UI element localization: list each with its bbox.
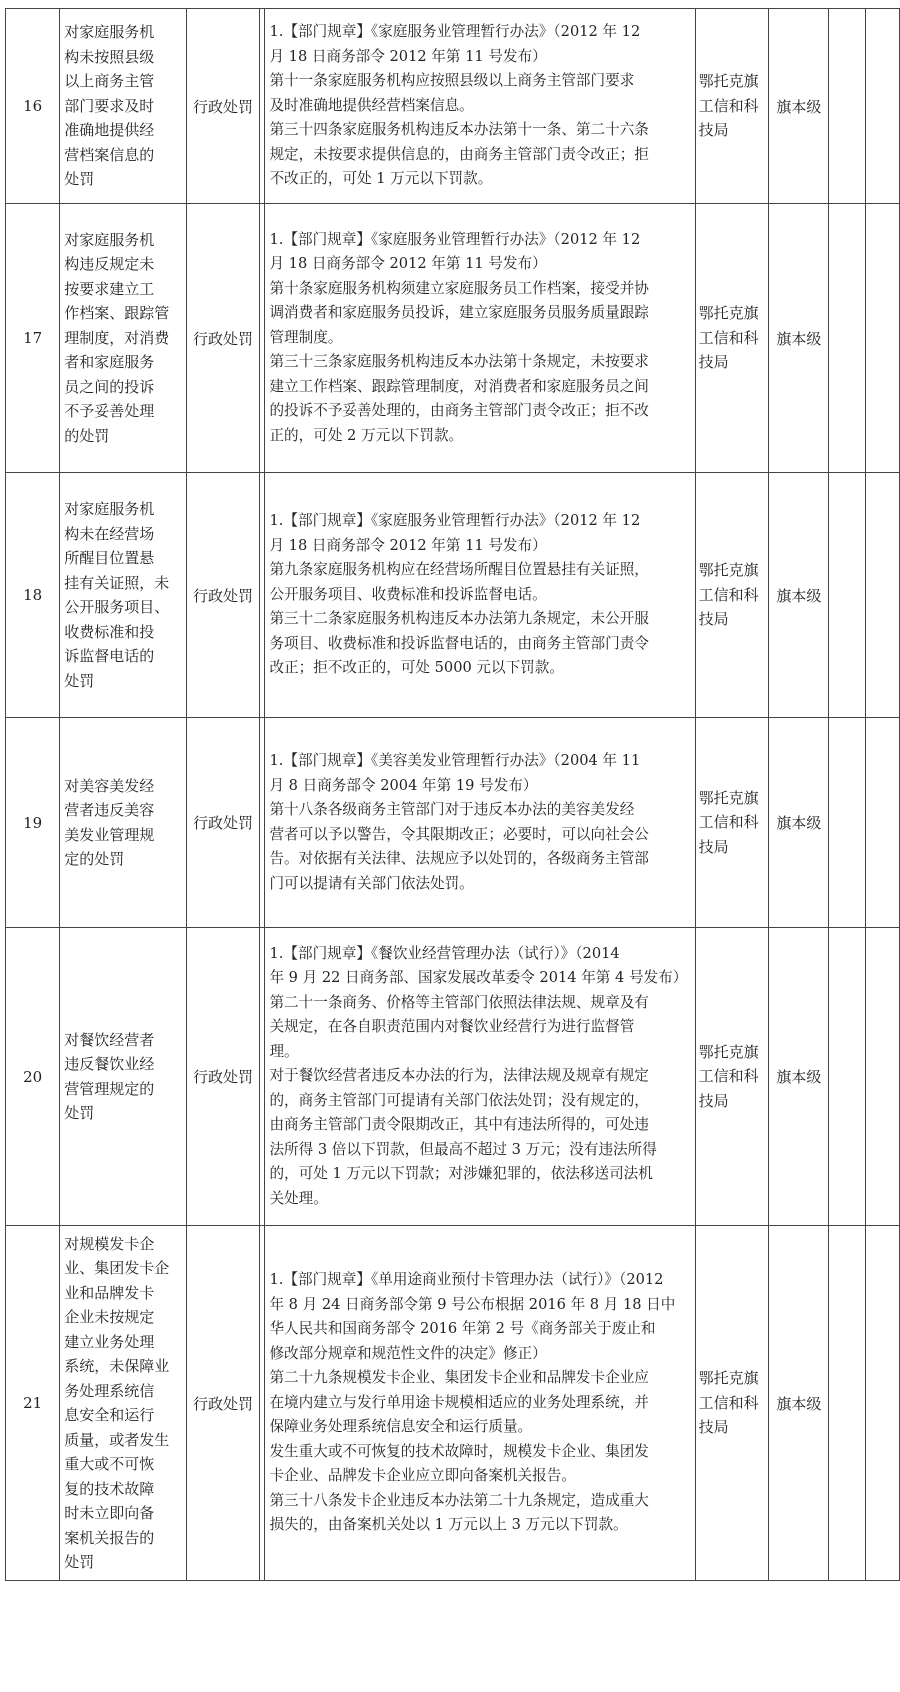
- category: 行政处罚: [186, 718, 260, 928]
- text-line: 构违反规定未: [64, 255, 155, 274]
- category: 行政处罚: [186, 473, 260, 718]
- text-line: 华人民共和国商务部令 2016 年第 2 号《商务部关于废止和: [269, 1320, 656, 1338]
- item-name: [60, 718, 187, 928]
- text-line: 第三十四条家庭服务机构违反本办法第十一条、第二十六条: [269, 121, 649, 139]
- row-number: 18: [6, 473, 60, 718]
- text-line: 对于餐饮经营者违反本办法的行为，法律法规及规章有规定: [269, 1067, 649, 1085]
- text-line: 规定，未按要求提供信息的，由商务主管部门责令改正；拒: [269, 145, 649, 163]
- level: 旗本级: [769, 204, 829, 473]
- text-line: 复的技术故障: [64, 1479, 155, 1498]
- text-line: 正的，可处 2 万元以下罚款。: [269, 426, 464, 444]
- empty-cell: [829, 9, 865, 204]
- category: 行政处罚: [186, 9, 260, 204]
- legal-basis: [265, 718, 695, 928]
- text-line: 的处罚: [64, 426, 110, 445]
- text-line: 业和品牌发卡: [64, 1283, 155, 1302]
- text-line: 技局: [698, 353, 729, 372]
- text-line: 技局: [698, 1418, 729, 1437]
- text-line: 发生重大或不可恢复的技术故障时，规模发卡企业、集团发: [269, 1442, 649, 1460]
- table-body: [6, 9, 900, 1581]
- table-row: [6, 1226, 900, 1581]
- text-line: 务处理系统信: [64, 1381, 155, 1400]
- text-line: 工信和科: [698, 328, 759, 347]
- text-line: 月 8 日商务部令 2004 年第 19 号发布）: [269, 776, 538, 794]
- text-line: 处罚: [64, 1553, 95, 1571]
- legal-basis: [265, 1226, 695, 1581]
- text-line: 违反餐饮业经: [64, 1055, 155, 1073]
- text-line: 第十条家庭服务机构须建立家庭服务员工作档案，接受并协: [269, 279, 649, 297]
- text-line: 1.【部门规章】《美容美发业管理暂行办法》（2004 年 11: [269, 752, 641, 769]
- empty-cell: [829, 1226, 865, 1581]
- text-line: 技局: [698, 121, 729, 140]
- text-line: 息安全和运行: [64, 1406, 155, 1424]
- department: [695, 473, 769, 718]
- text-line: 的投诉不予妥善处理的，由商务主管部门责令改正；拒不改: [269, 402, 649, 420]
- text-line: 保障业务处理系统信息安全和运行质量。: [269, 1418, 533, 1436]
- text-line: 工信和科: [698, 1393, 759, 1412]
- text-line: 1.【部门规章】《家庭服务业管理暂行办法》（2012 年 12: [269, 23, 641, 41]
- text-line: 鄂托克旗: [698, 1042, 759, 1061]
- text-line: 案机关报告的: [64, 1528, 155, 1547]
- text-line: 定的处罚: [64, 850, 125, 868]
- text-line: 关规定，在各自职责范围内对餐饮业经营行为进行监督管: [269, 1018, 635, 1036]
- text-line: 技局: [698, 837, 729, 856]
- text-line: 鄂托克旗: [698, 72, 759, 91]
- text-line: 作档案、跟踪管: [64, 304, 170, 323]
- text-line: 鄂托克旗: [698, 1369, 759, 1388]
- department: [695, 1226, 769, 1581]
- legal-basis: [265, 928, 695, 1226]
- empty-cell: [829, 928, 865, 1226]
- level: 旗本级: [769, 1226, 829, 1581]
- text-line: 门可以提请有关部门依法处罚。: [269, 874, 474, 892]
- level: 旗本级: [769, 9, 829, 204]
- text-line: 对家庭服务机: [64, 500, 155, 518]
- text-line: 理。: [269, 1042, 299, 1060]
- text-line: 建立业务处理: [64, 1332, 155, 1351]
- text-line: 营者可以予以警告，令其限期改正；必要时，可以向社会公: [269, 825, 649, 843]
- text-line: 者和家庭服务: [64, 353, 155, 372]
- table-row: [6, 473, 900, 718]
- text-line: 鄂托克旗: [698, 304, 759, 323]
- empty-cell: [829, 718, 865, 928]
- text-line: 鄂托克旗: [698, 788, 759, 807]
- text-line: 务项目、收费标准和投诉监督电话的，由商务主管部门责令: [269, 634, 649, 652]
- text-line: 处罚: [64, 170, 95, 189]
- text-line: 构未在经营场: [64, 524, 155, 543]
- department: [695, 928, 769, 1226]
- text-line: 对餐饮经营者: [64, 1030, 155, 1049]
- item-name: [60, 9, 187, 204]
- text-line: 不予妥善处理: [64, 402, 155, 421]
- text-line: 第二十九条规模发卡企业、集团发卡企业和品牌发卡企业应: [269, 1369, 649, 1387]
- text-line: 第三十八条发卡企业违反本办法第二十九条规定，造成重大: [269, 1491, 649, 1509]
- empty-cell: [865, 718, 899, 928]
- empty-cell: [865, 473, 899, 718]
- row-number: 19: [6, 718, 60, 928]
- text-line: 营档案信息的: [64, 145, 155, 164]
- text-line: 月 18 日商务部令 2012 年第 11 号发布）: [269, 255, 547, 273]
- text-line: 工信和科: [698, 585, 759, 604]
- text-line: 部门要求及时: [64, 96, 155, 115]
- text-line: 处罚: [64, 671, 95, 690]
- text-line: 不改正的，可处 1 万元以下罚款。: [269, 170, 493, 188]
- text-line: 收费标准和投: [64, 622, 155, 641]
- text-line: 重大或不可恢: [64, 1455, 155, 1473]
- level: 旗本级: [769, 718, 829, 928]
- legal-basis: [265, 9, 695, 204]
- item-name: [60, 928, 187, 1226]
- text-line: 第十一条家庭服务机构应按照县级以上商务主管部门要求: [269, 72, 635, 90]
- text-line: 管理制度。: [269, 328, 343, 346]
- table-row: [6, 9, 900, 204]
- text-line: 工信和科: [698, 1067, 759, 1086]
- empty-cell: [865, 928, 899, 1226]
- text-line: 系统，未保障业: [64, 1357, 170, 1375]
- text-line: 1.【部门规章】《餐饮业经营管理办法（试行）》（2014: [269, 944, 620, 962]
- department: [695, 718, 769, 928]
- text-line: 处罚: [64, 1104, 95, 1122]
- text-line: 月 18 日商务部令 2012 年第 11 号发布）: [269, 47, 547, 65]
- text-line: 调消费者和家庭服务员投诉，建立家庭服务员服务质量跟踪: [269, 304, 649, 322]
- text-line: 营管理规定的: [64, 1079, 155, 1098]
- text-line: 技局: [698, 610, 729, 629]
- table-row: [6, 204, 900, 473]
- text-line: 工信和科: [698, 813, 759, 832]
- empty-cell: [829, 204, 865, 473]
- text-line: 法所得 3 倍以下罚款，但最高不超过 3 万元；没有违法所得: [269, 1140, 657, 1158]
- text-line: 构未按照县级: [64, 47, 155, 66]
- text-line: 年 8 月 24 日商务部令第 9 号公布根据 2016 年 8 月 18 日中: [269, 1295, 676, 1313]
- empty-cell: [865, 9, 899, 204]
- text-line: 月 18 日商务部令 2012 年第 11 号发布）: [269, 536, 547, 554]
- text-line: 由商务主管部门责令限期改正，其中有违法所得的，可处违: [269, 1116, 649, 1134]
- text-line: 理制度，对消费: [64, 328, 170, 347]
- text-line: 企业未按规定: [64, 1308, 155, 1326]
- text-line: 以上商务主管: [64, 72, 155, 91]
- text-line: 告。对依据有关法律、法规应予以处罚的，各级商务主管部: [269, 850, 649, 867]
- text-line: 时未立即向备: [64, 1504, 155, 1522]
- empty-cell: [829, 473, 865, 718]
- department: [695, 9, 769, 204]
- text-line: 改正；拒不改正的，可处 5000 元以下罚款。: [269, 659, 564, 677]
- text-line: 第九条家庭服务机构应在经营场所醒目位置悬挂有关证照，: [269, 561, 649, 579]
- text-line: 公开服务项目、收费标准和投诉监督电话。: [269, 585, 547, 603]
- text-line: 员之间的投诉: [64, 377, 155, 396]
- text-line: 质量，或者发生: [64, 1430, 170, 1449]
- department: [695, 204, 769, 473]
- text-line: 按要求建立工: [64, 279, 155, 298]
- text-line: 卡企业、品牌发卡企业应立即向备案机关报告。: [269, 1467, 576, 1485]
- text-line: 1.【部门规章】《单用途商业预付卡管理办法（试行）》（2012: [269, 1271, 664, 1289]
- text-line: 所醒目位置悬: [64, 549, 155, 567]
- item-name: [60, 1226, 187, 1581]
- text-line: 关处理。: [269, 1189, 328, 1207]
- text-line: 鄂托克旗: [698, 561, 759, 580]
- category: 行政处罚: [186, 1226, 260, 1581]
- text-line: 第二十一条商务、价格等主管部门依照法律法规、规章及有: [269, 993, 649, 1011]
- table-row: [6, 718, 900, 928]
- row-number: 16: [6, 9, 60, 204]
- table-row: [6, 928, 900, 1226]
- row-number: 20: [6, 928, 60, 1226]
- category: 行政处罚: [186, 204, 260, 473]
- text-line: 准确地提供经: [64, 121, 155, 140]
- row-number: 17: [6, 204, 60, 473]
- text-line: 1.【部门规章】《家庭服务业管理暂行办法》（2012 年 12: [269, 230, 641, 248]
- penalty-table: [5, 8, 900, 1581]
- text-line: 修改部分规章和规范性文件的决定》修正）: [269, 1344, 547, 1362]
- text-line: 美发业管理规: [64, 825, 155, 844]
- text-line: 工信和科: [698, 96, 759, 115]
- text-line: 诉监督电话的: [64, 647, 155, 665]
- text-line: 在境内建立与发行单用途卡规模相适应的业务处理系统，并: [269, 1393, 649, 1411]
- text-line: 营者违反美容: [64, 801, 155, 819]
- text-line: 及时准确地提供经营档案信息。: [269, 96, 474, 114]
- text-line: 的，可处 1 万元以下罚款；对涉嫌犯罪的，依法移送司法机: [269, 1165, 653, 1183]
- text-line: 第三十二条家庭服务机构违反本办法第九条规定，未公开服: [269, 610, 649, 628]
- row-number: 21: [6, 1226, 60, 1581]
- text-line: 公开服务项目、: [64, 598, 170, 616]
- legal-basis: [265, 473, 695, 718]
- text-line: 对规模发卡企: [64, 1234, 155, 1253]
- legal-basis: [265, 204, 695, 473]
- text-line: 对美容美发经: [64, 776, 155, 795]
- item-name: [60, 473, 187, 718]
- text-line: 挂有关证照，未: [64, 573, 170, 592]
- empty-cell: [865, 1226, 899, 1581]
- text-line: 损失的，由备案机关处以 1 万元以上 3 万元以下罚款。: [269, 1516, 628, 1534]
- empty-cell: [865, 204, 899, 473]
- text-line: 建立工作档案、跟踪管理制度，对消费者和家庭服务员之间: [269, 377, 649, 395]
- text-line: 的，商务主管部门可提请有关部门依法处罚；没有规定的，: [269, 1091, 649, 1109]
- text-line: 1.【部门规章】《家庭服务业管理暂行办法》（2012 年 12: [269, 512, 641, 530]
- item-name: [60, 204, 187, 473]
- level: 旗本级: [769, 473, 829, 718]
- text-line: 对家庭服务机: [64, 230, 155, 249]
- text-line: 年 9 月 22 日商务部、国家发展改革委令 2014 年第 4 号发布）: [269, 969, 688, 987]
- text-line: 第十八条各级商务主管部门对于违反本办法的美容美发经: [269, 801, 635, 818]
- text-line: 技局: [698, 1091, 729, 1110]
- category: 行政处罚: [186, 928, 260, 1226]
- level: 旗本级: [769, 928, 829, 1226]
- text-line: 业、集团发卡企: [64, 1259, 170, 1277]
- text-line: 第三十三条家庭服务机构违反本办法第十条规定，未按要求: [269, 353, 649, 371]
- text-line: 对家庭服务机: [64, 23, 155, 42]
